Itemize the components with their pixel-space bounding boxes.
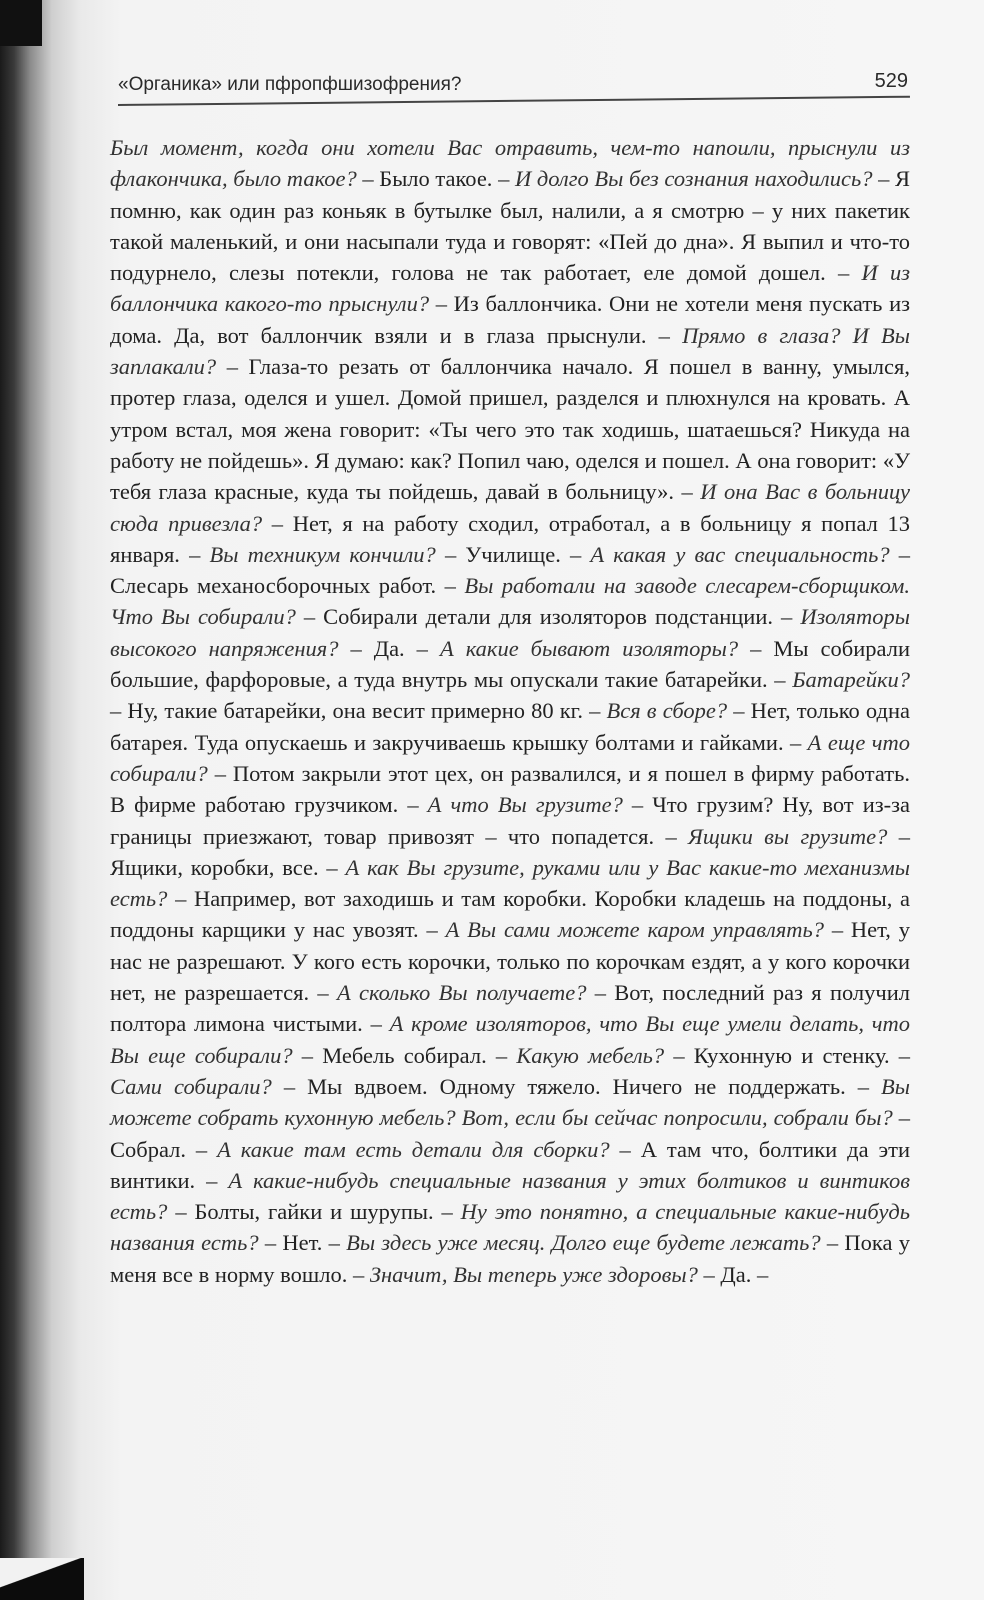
interviewer-question: Вы можете собрать кухонную мебель? Вот, если бы сейчас попросили, собрали бы? xyxy=(110,1073,911,1131)
interviewer-question: А какие-нибудь специальные названия у этих болтиков и винтиков есть? xyxy=(110,1167,910,1225)
interviewer-question: А какие там есть детали для сборки? xyxy=(217,1136,610,1162)
interviewer-question: А кроме изоляторов, что Вы еще умели делать, что Вы еще собирали? xyxy=(110,1011,911,1068)
interviewer-question: Вы техникум кончили? xyxy=(209,541,436,567)
interviewer-question: А еще что собирали? xyxy=(110,729,910,786)
patient-answer: – Ну, такие батарейки, она весит примерно 80 кг. – xyxy=(110,698,607,724)
patient-answer: – Училище. – xyxy=(435,541,591,567)
page-number: 529 xyxy=(874,70,908,92)
interviewer-question: А что Вы грузите? xyxy=(427,792,623,818)
interviewer-question: И она Вас в больницу сюда привезла? xyxy=(110,479,910,536)
patient-answer: – Собрал. – xyxy=(110,1105,911,1162)
interviewer-question: Значит, Вы теперь уже здоровы? xyxy=(369,1261,698,1287)
interviewer-question: Вы здесь уже месяц. Долго еще будете лежать? xyxy=(346,1230,821,1256)
running-title: «Органика» или пфропфшизофрения? xyxy=(118,74,462,95)
interviewer-question: И долго Вы без сознания находились? xyxy=(514,166,873,192)
interviewer-question: А сколько Вы получаете? xyxy=(336,980,587,1006)
patient-answer: – Вот, последний раз я получил полтора лимона чистыми. – xyxy=(110,980,910,1037)
interviewer-question: Изоляторы высокого напряжения? xyxy=(110,604,910,661)
patient-answer: – Мы вдвоем. Одному тяжело. Ничего не поддержать. – xyxy=(271,1073,882,1099)
patient-answer: – Собирали детали для изоляторов подстанции. – xyxy=(295,604,801,630)
patient-answer: – Нет, я на работу сходил, отработал, а в больницу я попал 13 января. – xyxy=(110,510,911,567)
interviewer-question: А какие бывают изоляторы? xyxy=(439,635,739,661)
patient-answer: – Нет, у нас не разрешают. У кого есть корочки, только по корочкам ездят, а у кого корочки нет, не разрешается. – xyxy=(110,917,910,1006)
body-text xyxy=(110,132,910,1290)
patient-answer: – Я помню, как один раз коньяк в бутылке был, налили, а я смотрю – у них пакетик такой маленький, и они насыпали туда и говорят: «Пей до дна». Я выпил и что-то подурнело, слезы потекли, голова не так работает, еле домой дошел. – xyxy=(110,166,910,286)
patient-answer: – Потом закрыли этот цех, он развалился, и я пошел в фирму работать. В фирме работаю грузчиком. – xyxy=(110,760,910,818)
patient-answer: – Мы собирали большие, фарфоровые, а туда внутрь мы опускали такие батарейки. – xyxy=(110,635,910,693)
patient-answer: – Глаза-то резать от баллончика начало. Я пошел в ванну, умылся, протер глаза, оделся и ушел. Домой пришел, разделся и плюхнулся на кровать. А утром встал, моя жена говорит: «Ты чего это так ходишь, шатаешься? Никуда на работу не пойдешь». Я думаю: как? Попил чаю, оделся и пошел. А она говорит: «У тебя глаза красные, куда ты пойдешь, давай в больницу». – xyxy=(110,354,910,505)
patient-answer: – Болты, гайки и шурупы. – xyxy=(167,1199,461,1225)
patient-answer: – Да. – xyxy=(338,635,440,661)
interviewer-question: Батарейки? xyxy=(792,667,910,693)
patient-answer: – Нет, только одна батарея. Туда опускаешь и закручиваешь крышку болтами и гайками. – xyxy=(110,698,910,755)
book-spine-shadow xyxy=(0,0,42,46)
patient-answer: – Ящики, коробки, все. – xyxy=(110,823,910,880)
interviewer-question: Вы работали на заводе слесарем-сборщиком. Что Вы собирали? xyxy=(110,573,911,630)
patient-answer: – Кухонную и стенку. – xyxy=(664,1042,910,1068)
interviewer-question: И из баллончика какого-то прыснули? xyxy=(110,260,910,317)
patient-answer: – Слесарь механосборочных работ. – xyxy=(110,541,911,599)
interviewer-question: Сами собирали? xyxy=(110,1073,272,1099)
patient-answer: – Пока у меня все в норму вошло. – xyxy=(110,1230,910,1287)
page-corner-shadow xyxy=(0,1558,84,1600)
interviewer-question: Ну это понятно, а специальные какие-нибудь названия есть? xyxy=(110,1199,910,1256)
interviewer-question: Ящики вы грузите? xyxy=(688,823,888,849)
patient-answer: – Что грузим? Ну, вот из-за границы приезжают, товар привозят – что попадется. – xyxy=(110,792,910,849)
patient-answer: – Было такое. – xyxy=(356,166,515,192)
interviewer-question: Был момент, когда они хотели Вас отравить, чем-то напоили, прыснули из флакончика, было такое? xyxy=(110,135,910,192)
interviewer-question: А Вы сами можете каром управлять? xyxy=(445,917,825,943)
patient-answer: – Мебель собирал. – xyxy=(292,1042,517,1068)
interviewer-question: Вся в сборе? xyxy=(606,698,728,724)
interviewer-question: Какую мебель? xyxy=(516,1042,665,1068)
patient-answer: – Из баллончика. Они не хотели меня пускать из дома. Да, вот баллончик взяли и в глаза прыснули. – xyxy=(110,291,910,348)
patient-answer: – Например, вот заходишь и там коробки. Коробки кладешь на поддоны, а поддоны карщики у нас увозят. – xyxy=(110,886,910,943)
interviewer-question: А как Вы грузите, руками или у Вас какие-то механизмы есть? xyxy=(110,854,910,912)
interviewer-question: А какая у вас специальность? xyxy=(590,541,890,567)
patient-answer: – А там что, болтики да эти винтики. – xyxy=(110,1136,910,1193)
patient-answer: – Да. – xyxy=(697,1261,769,1287)
interviewer-question: Прямо в глаза? И Вы заплакали? xyxy=(110,322,910,380)
patient-answer: – Нет. – xyxy=(258,1230,347,1256)
